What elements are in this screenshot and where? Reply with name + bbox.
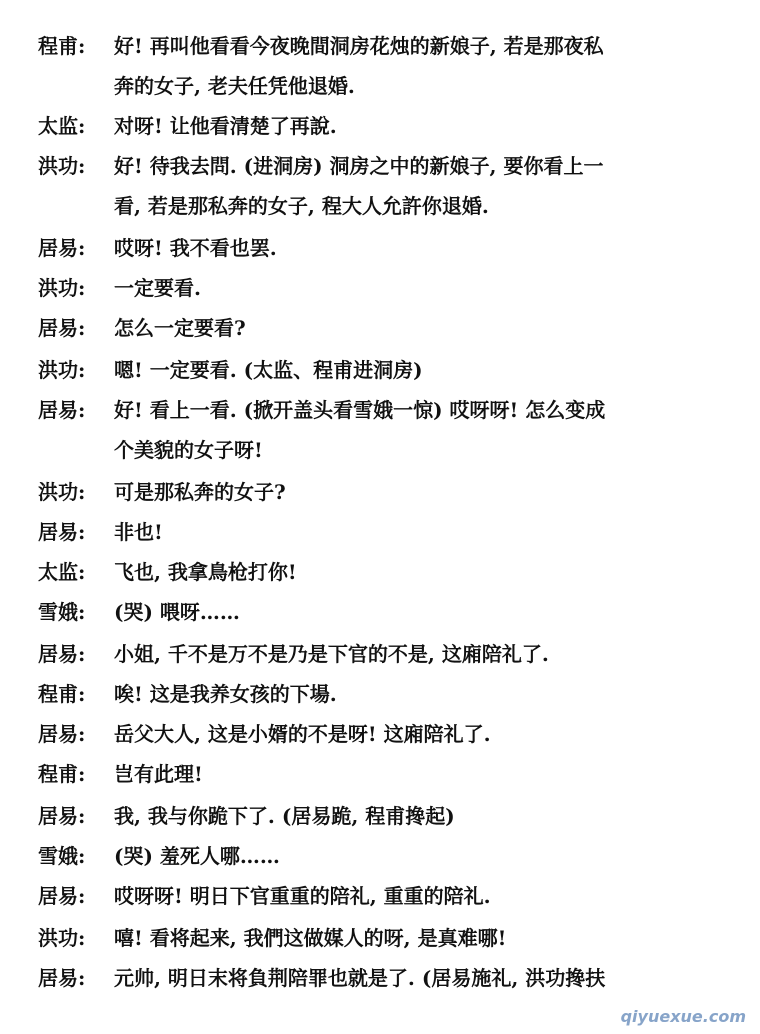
dialogue-text: 好! 看上一看. (掀开盖头看雪娥一惊) 哎呀呀! 怎么变成 [114, 398, 606, 422]
speaker-name: 太监: [38, 114, 86, 138]
speaker-name: 雪娥: [38, 600, 86, 624]
dialogue-line [38, 154, 738, 178]
speaker-name: 居易: [38, 722, 86, 746]
dialogue-text: 非也! [114, 520, 163, 544]
dialogue-text: 岳父大人, 这是小婿的不是呀! 这廂陪礼了. [114, 722, 491, 746]
dialogue-line [38, 642, 738, 666]
dialogue-line [38, 966, 738, 990]
dialogue-text: 小姐, 千不是万不是乃是下官的不是, 这廂陪礼了. [114, 642, 549, 666]
dialogue-line [38, 926, 738, 950]
dialogue-line [38, 358, 738, 382]
dialogue-line [38, 600, 738, 624]
dialogue-text: 好! 待我去問. (进洞房) 洞房之中的新娘子, 要你看上一 [114, 154, 604, 178]
speaker-name: 程甫: [38, 762, 86, 786]
dialogue-text: (哭) 羞死人哪…… [114, 844, 280, 868]
speaker-name: 洪功: [38, 480, 86, 504]
dialogue-line [38, 114, 738, 138]
speaker-name: 洪功: [38, 154, 86, 178]
dialogue-line [38, 884, 738, 908]
dialogue-text: 嘻! 看将起来, 我們这做媒人的呀, 是真难哪! [114, 926, 507, 950]
speaker-name: 居易: [38, 966, 86, 990]
speaker-name: 居易: [38, 316, 86, 340]
speaker-name: 太监: [38, 560, 86, 584]
speaker-name: 洪功: [38, 358, 86, 382]
dialogue-text: (哭) 喂呀…… [114, 600, 240, 624]
speaker-name: 程甫: [38, 682, 86, 706]
dialogue-line [38, 480, 738, 504]
dialogue-line [38, 316, 738, 340]
dialogue-continuation: 奔的女子, 老夫任凭他退婚. [114, 74, 355, 98]
speaker-name: 程甫: [38, 34, 86, 58]
speaker-name: 居易: [38, 804, 86, 828]
dialogue-line [38, 762, 738, 786]
speaker-name: 居易: [38, 642, 86, 666]
speaker-name: 居易: [38, 236, 86, 260]
dialogue-continuation: 个美貌的女子呀! [114, 438, 263, 462]
dialogue-line [38, 804, 738, 828]
dialogue-text: 飞也, 我拿鳥枪打你! [114, 560, 297, 584]
dialogue-line [38, 276, 738, 300]
dialogue-text: 哎呀呀! 明日下官重重的陪礼, 重重的陪礼. [114, 884, 491, 908]
dialogue-text: 可是那私奔的女子? [114, 480, 286, 504]
dialogue-text: 对呀! 让他看清楚了再說. [114, 114, 337, 138]
dialogue-line [38, 560, 738, 584]
dialogue-text: 元帅, 明日末将負荆陪罪也就是了. (居易施礼, 洪功搀扶 [114, 966, 606, 990]
speaker-name: 洪功: [38, 926, 86, 950]
dialogue-line [38, 844, 738, 868]
dialogue-text: 好! 再叫他看看今夜晚間洞房花烛的新娘子, 若是那夜私 [114, 34, 604, 58]
dialogue-text: 唉! 这是我养女孩的下場. [114, 682, 337, 706]
dialogue-line [38, 34, 738, 58]
dialogue-text: 嗯! 一定要看. (太监、程甫进洞房) [114, 358, 423, 382]
dialogue-text: 一定要看. [114, 276, 201, 300]
dialogue-text: 哎呀! 我不看也罢. [114, 236, 277, 260]
dialogue-continuation: 看, 若是那私奔的女子, 程大人允許你退婚. [114, 194, 489, 218]
speaker-name: 雪娥: [38, 844, 86, 868]
dialogue-line [38, 722, 738, 746]
dialogue-line [38, 398, 738, 422]
dialogue-line [38, 520, 738, 544]
dialogue-text: 岂有此理! [114, 762, 203, 786]
watermark: qiyuexue.com [620, 1007, 746, 1026]
dialogue-text: 我, 我与你跪下了. (居易跪, 程甫搀起) [114, 804, 455, 828]
speaker-name: 居易: [38, 398, 86, 422]
speaker-name: 居易: [38, 884, 86, 908]
dialogue-line [38, 682, 738, 706]
speaker-name: 洪功: [38, 276, 86, 300]
speaker-name: 居易: [38, 520, 86, 544]
dialogue-line [38, 236, 738, 260]
dialogue-text: 怎么一定要看? [114, 316, 246, 340]
